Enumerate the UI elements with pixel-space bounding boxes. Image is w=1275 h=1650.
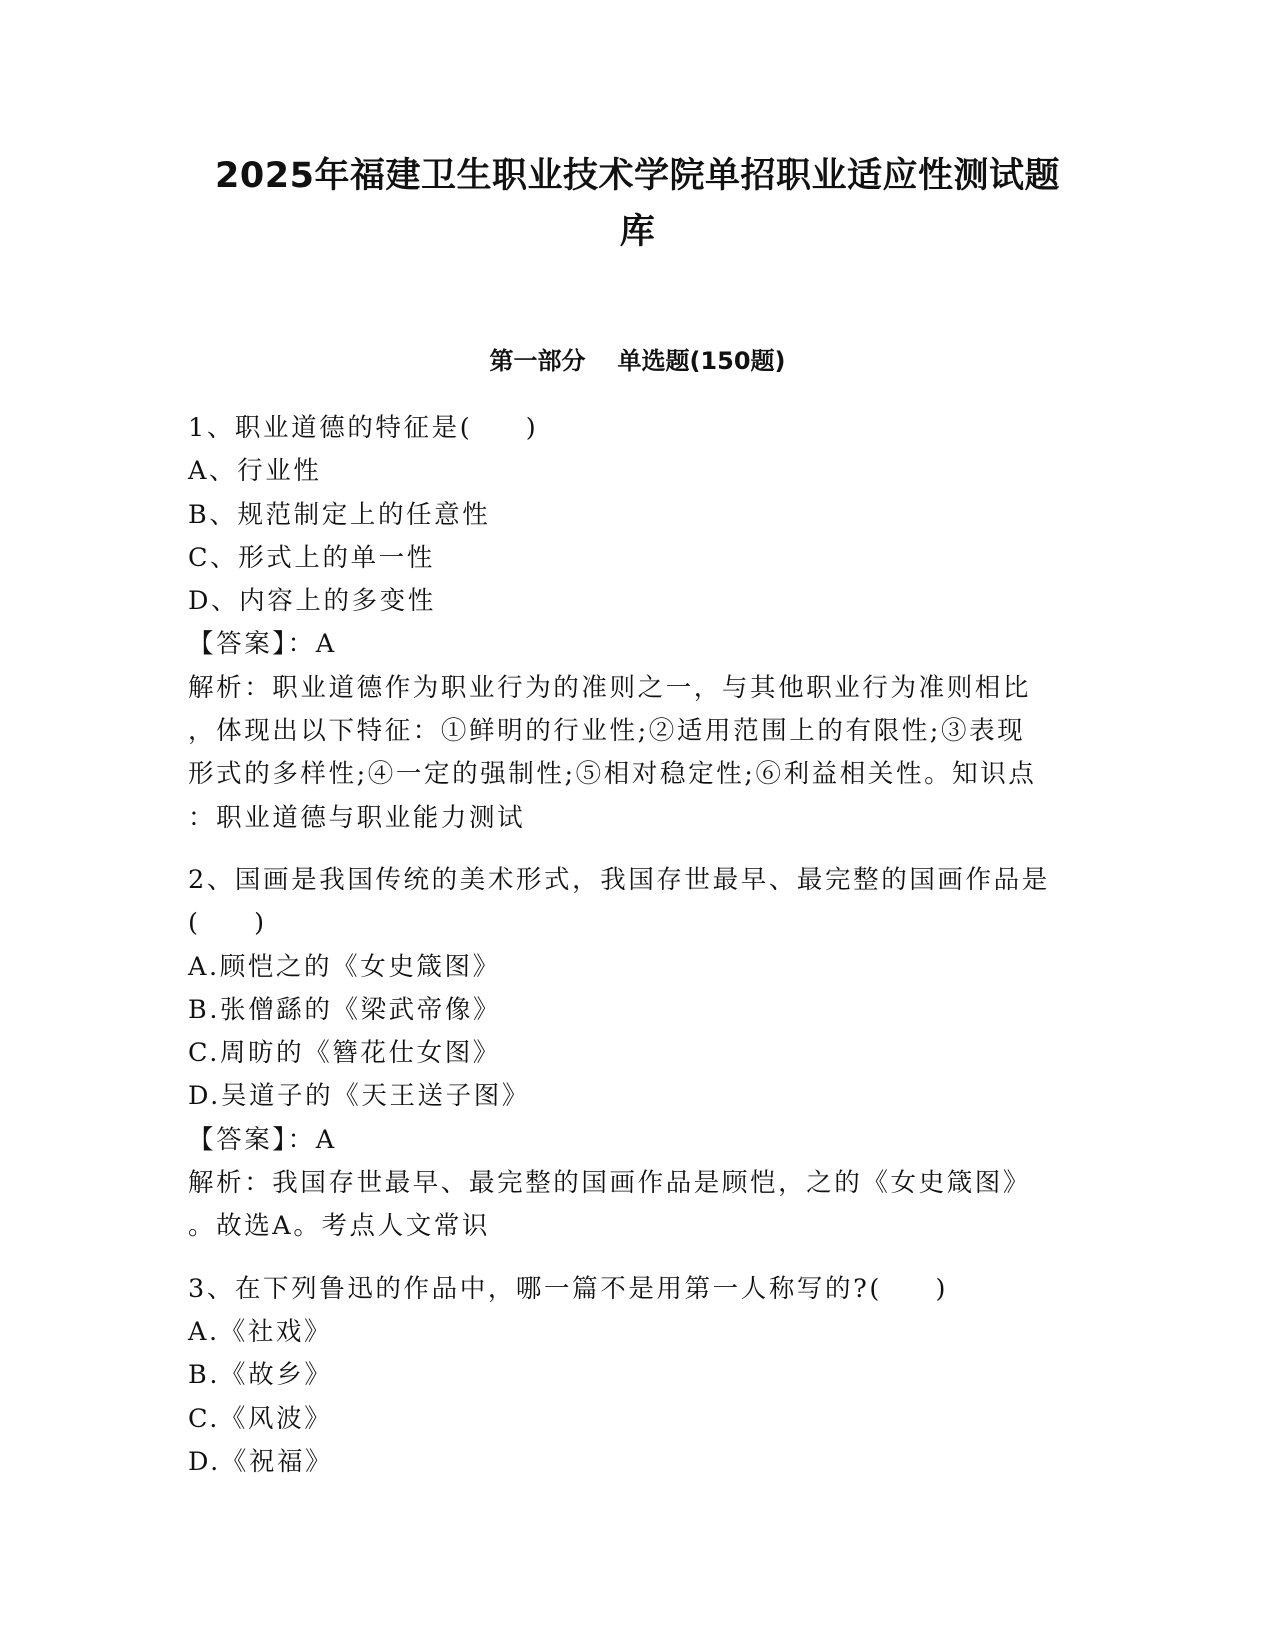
section-name-label: 单选题(150题) [617, 347, 786, 375]
option-d: D.吴道子的《天王送子图》 [188, 1081, 530, 1112]
option-c: C.周昉的《簪花仕女图》 [188, 1038, 501, 1069]
document-title-line-2: 库 [619, 212, 656, 252]
question-3 [188, 1268, 1088, 1484]
option-d: D、内容上的多变性 [188, 586, 436, 617]
answer-line: 【答案】：A [188, 629, 337, 660]
question-1 [188, 407, 1088, 840]
document-title-line-1: 2025年福建卫生职业技术学院单招职业适应性测试题 [215, 156, 1060, 196]
option-a: A、行业性 [188, 456, 322, 487]
explanation-line: 解析：我国存世最早、最完整的国画作品是顾恺，之的《女史箴图》 [188, 1168, 1032, 1199]
question-2 [188, 859, 1088, 1249]
option-b: B、规范制定上的任意性 [188, 499, 491, 530]
question-stem: 3、在下列鲁迅的作品中，哪一篇不是用第一人称写的?( ) [188, 1273, 949, 1304]
option-c: C、形式上的单一性 [188, 542, 435, 573]
question-stem: 1、职业道德的特征是( ) [188, 413, 539, 443]
explanation-line: ，体现出以下特征：①鲜明的行业性;②适用范围上的有限性;③表现 [188, 716, 1026, 747]
section-heading [0, 344, 1275, 378]
explanation-line: 形式的多样性;④一定的强制性;⑤相对稳定性;⑥利益相关性。知识点 [188, 759, 1037, 790]
question-list [188, 407, 1088, 1484]
option-b: B.《故乡》 [188, 1360, 333, 1391]
explanation-line: 。故选A。考点人文常识 [188, 1211, 491, 1242]
document-title [0, 148, 1275, 260]
section-part-label: 第一部分 [489, 347, 586, 375]
question-stem-continued: ( ) [188, 908, 267, 939]
question-stem: 2、国画是我国传统的美术形式，我国存世最早、最完整的国画作品是 [188, 864, 1050, 895]
explanation-line: 解析：职业道德作为职业行为的准则之一，与其他职业行为准则相比 [188, 672, 1032, 703]
option-c: C.《风波》 [188, 1403, 333, 1434]
option-d: D.《祝福》 [188, 1446, 334, 1477]
option-a: A.《社戏》 [188, 1316, 333, 1347]
option-b: B.张僧繇的《梁武帝像》 [188, 994, 502, 1025]
option-a: A.顾恺之的《女史箴图》 [188, 951, 501, 982]
explanation-line: ：职业道德与职业能力测试 [188, 802, 526, 833]
answer-line: 【答案】：A [188, 1124, 337, 1155]
